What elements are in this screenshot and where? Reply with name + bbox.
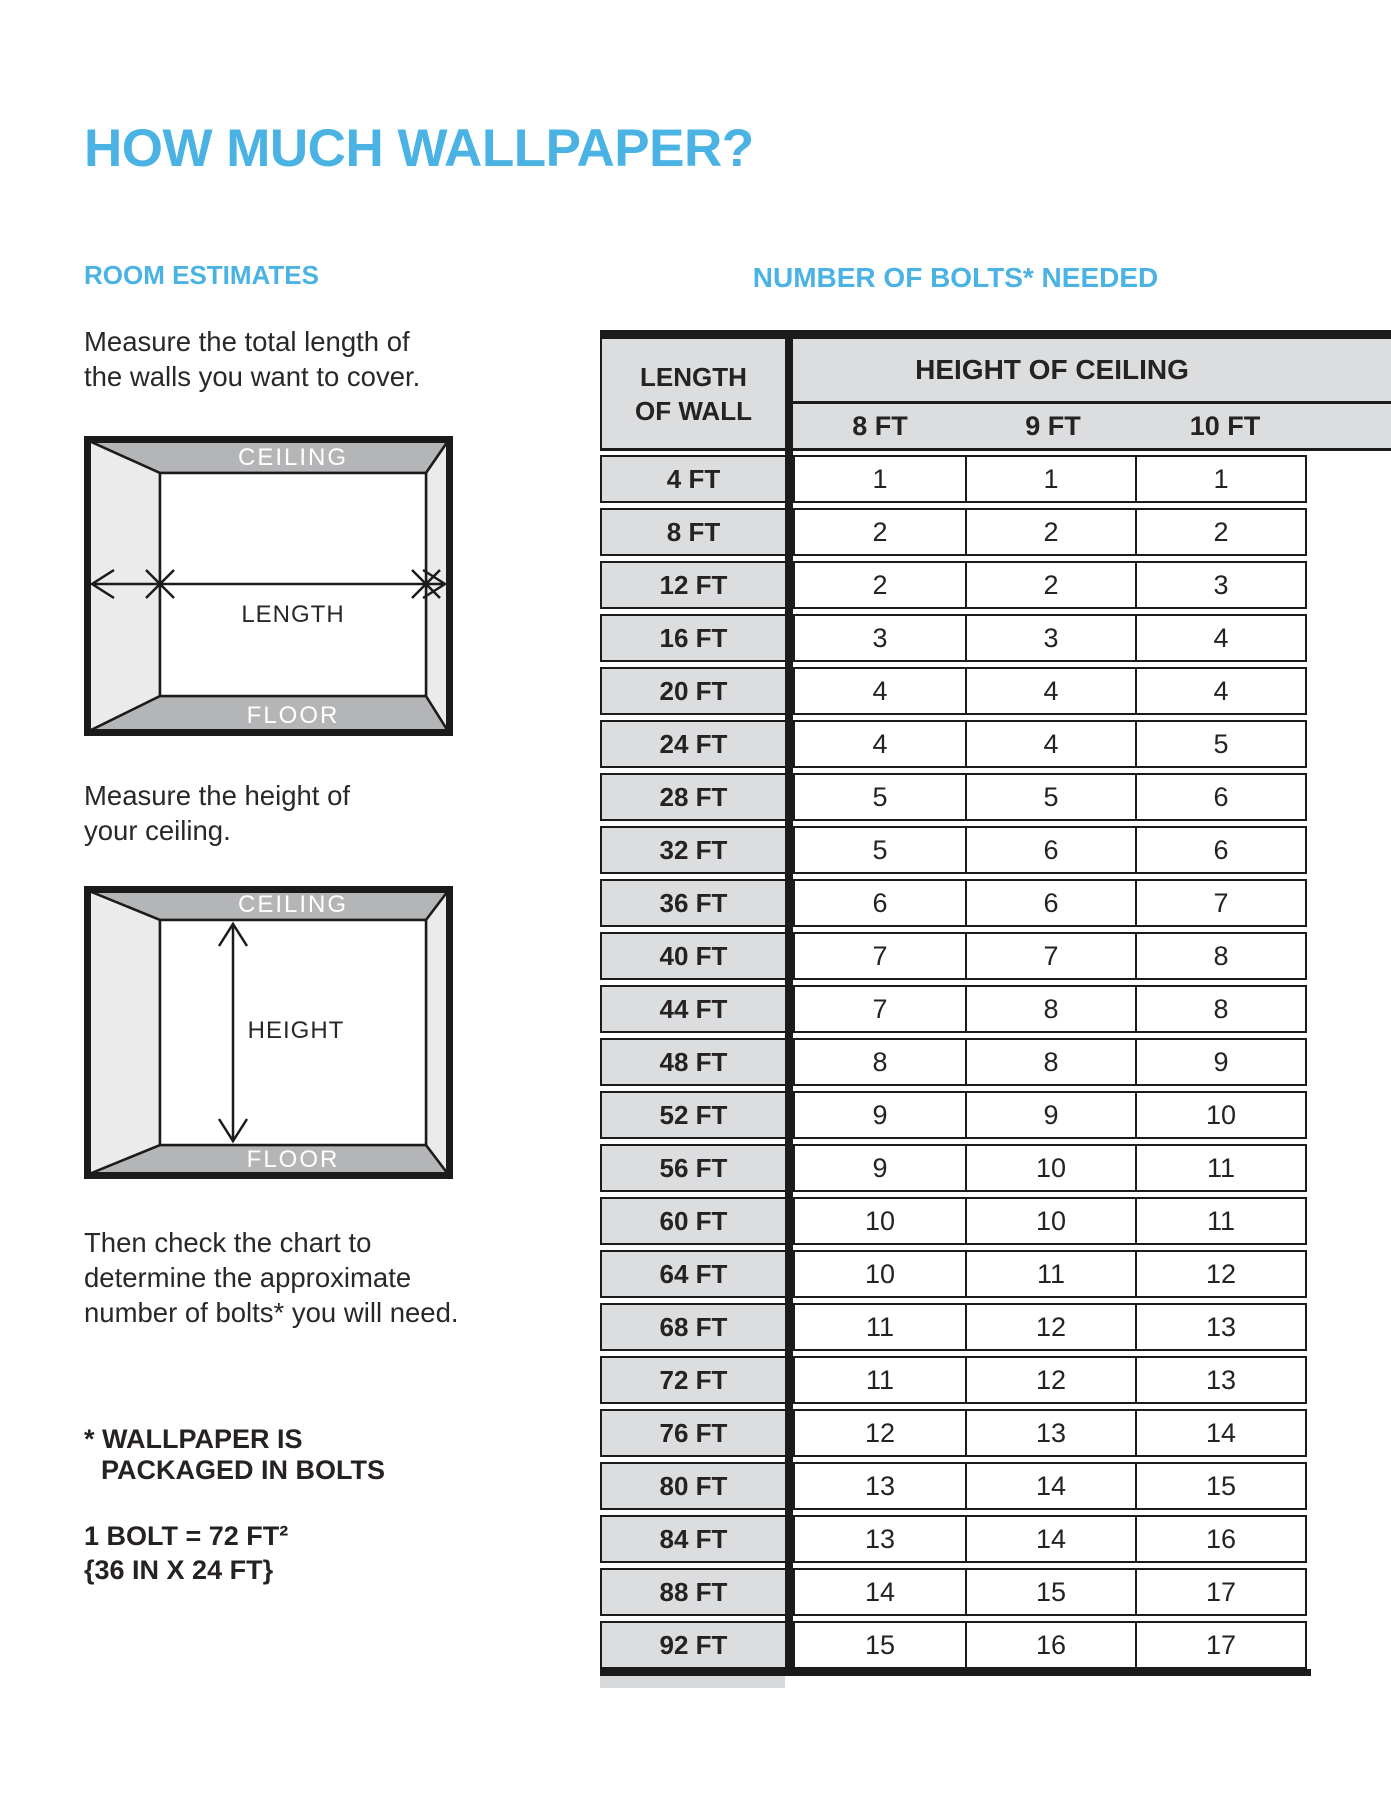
bolt-count-cell-8ft: 9 xyxy=(793,1144,967,1192)
group-header-height-of-ceiling xyxy=(793,339,1391,404)
divider-spacer xyxy=(785,1197,793,1245)
bolt-count-cell-9ft: 16 xyxy=(965,1621,1137,1669)
wall-length-cell: 32 FT xyxy=(600,826,785,874)
divider-spacer xyxy=(785,1144,793,1192)
header-line: OF WALL xyxy=(635,396,752,426)
bolt-count-cell-10ft: 4 xyxy=(1135,614,1307,662)
bolt-count-cell-9ft: 10 xyxy=(965,1197,1137,1245)
bolt-count-cell-9ft: 8 xyxy=(965,1038,1137,1086)
divider-spacer xyxy=(785,1038,793,1086)
table-row xyxy=(600,1091,1307,1139)
wall-length-cell: 24 FT xyxy=(600,720,785,768)
table-row xyxy=(600,1356,1307,1404)
bolt-equation xyxy=(84,1519,288,1587)
bolt-count-cell-9ft: 14 xyxy=(965,1515,1137,1563)
wall-length-cell: 8 FT xyxy=(600,508,785,556)
footnote-line: * WALLPAPER IS xyxy=(84,1424,303,1454)
bolt-count-cell-10ft: 6 xyxy=(1135,826,1307,874)
divider-spacer xyxy=(785,1356,793,1404)
bolt-count-cell-10ft: 5 xyxy=(1135,720,1307,768)
bolt-count-cell-9ft: 14 xyxy=(965,1462,1137,1510)
table-row xyxy=(600,561,1307,609)
table-row xyxy=(600,667,1307,715)
table-top-border xyxy=(600,330,1391,339)
floor-label: FLOOR xyxy=(246,702,340,729)
wall-length-cell: 4 FT xyxy=(600,455,785,503)
bolt-count-cell-10ft: 16 xyxy=(1135,1515,1307,1563)
bolt-count-cell-8ft: 13 xyxy=(793,1515,967,1563)
instruction-line: Measure the total length of xyxy=(84,326,410,357)
instruction-check-chart xyxy=(84,1225,459,1330)
equation-line: {36 IN X 24 FT} xyxy=(84,1555,274,1585)
equation-line: 1 BOLT = 72 FT² xyxy=(84,1521,289,1551)
divider-spacer xyxy=(785,1091,793,1139)
right-wall-panel xyxy=(426,891,448,1174)
instruction-measure-height xyxy=(84,778,350,848)
bolt-count-cell-8ft: 11 xyxy=(793,1303,967,1351)
section-heading-room-estimates: ROOM ESTIMATES xyxy=(84,260,319,290)
room-perspective-length-illustration xyxy=(84,436,453,736)
bolt-count-cell-8ft: 10 xyxy=(793,1250,967,1298)
table-row xyxy=(600,1515,1307,1563)
bolt-count-cell-9ft: 12 xyxy=(965,1303,1137,1351)
table-rows xyxy=(600,455,1307,1674)
table-row xyxy=(600,614,1307,662)
header-line: LENGTH xyxy=(640,362,747,392)
wall-length-cell: 64 FT xyxy=(600,1250,785,1298)
bolt-count-cell-9ft: 13 xyxy=(965,1409,1137,1457)
bolt-count-cell-8ft: 11 xyxy=(793,1356,967,1404)
bolt-count-cell-8ft: 4 xyxy=(793,667,967,715)
bolt-count-cell-10ft: 13 xyxy=(1135,1356,1307,1404)
bolt-count-cell-9ft: 12 xyxy=(965,1356,1137,1404)
bolt-count-cell-10ft: 10 xyxy=(1135,1091,1307,1139)
wall-length-cell: 36 FT xyxy=(600,879,785,927)
divider-spacer xyxy=(785,561,793,609)
table-row xyxy=(600,1568,1307,1616)
wall-length-cell: 12 FT xyxy=(600,561,785,609)
bolt-count-cell-9ft: 2 xyxy=(965,508,1137,556)
bolt-count-cell-10ft: 13 xyxy=(1135,1303,1307,1351)
wall-length-cell: 72 FT xyxy=(600,1356,785,1404)
room-diagram-height xyxy=(84,886,453,1184)
wall-length-cell: 60 FT xyxy=(600,1197,785,1245)
wall-length-cell: 16 FT xyxy=(600,614,785,662)
table-row xyxy=(600,508,1307,556)
divider-spacer xyxy=(785,1303,793,1351)
ceiling-label: CEILING xyxy=(237,444,349,471)
bolt-count-cell-8ft: 15 xyxy=(793,1621,967,1669)
bolt-count-cell-10ft: 9 xyxy=(1135,1038,1307,1086)
table-row xyxy=(600,1462,1307,1510)
bolt-count-cell-9ft: 4 xyxy=(965,720,1137,768)
bolt-count-cell-8ft: 4 xyxy=(793,720,967,768)
table-row xyxy=(600,1621,1307,1669)
table-bottom-border xyxy=(600,1669,1311,1676)
table-row xyxy=(600,1250,1307,1298)
group-header-text: HEIGHT OF CEILING xyxy=(915,354,1189,385)
instruction-line: Measure the height of xyxy=(84,780,351,811)
bolt-count-cell-8ft: 2 xyxy=(793,561,967,609)
bolt-count-cell-8ft: 13 xyxy=(793,1462,967,1510)
divider-spacer xyxy=(785,1409,793,1457)
wall-length-cell: 40 FT xyxy=(600,932,785,980)
footnote-line: PACKAGED IN BOLTS xyxy=(101,1455,386,1485)
bolt-count-cell-9ft: 9 xyxy=(965,1091,1137,1139)
divider-spacer xyxy=(785,1621,793,1669)
room-perspective-height-illustration xyxy=(84,886,453,1179)
col-header-8ft: 8 FT xyxy=(852,411,908,441)
table-row xyxy=(600,455,1307,503)
bolt-count-cell-10ft: 17 xyxy=(1135,1568,1307,1616)
bolt-count-cell-10ft: 8 xyxy=(1135,985,1307,1033)
wall-length-cell: 80 FT xyxy=(600,1462,785,1510)
instruction-line: number of bolts* you will need. xyxy=(84,1297,459,1328)
floor-label: FLOOR xyxy=(246,1146,340,1173)
bolt-count-cell-10ft: 8 xyxy=(1135,932,1307,980)
table-row xyxy=(600,879,1307,927)
bolt-count-cell-10ft: 3 xyxy=(1135,561,1307,609)
instruction-measure-length xyxy=(84,324,420,394)
wall-length-cell: 68 FT xyxy=(600,1303,785,1351)
table-row xyxy=(600,720,1307,768)
height-label: HEIGHT xyxy=(247,1017,345,1044)
bolt-count-cell-10ft: 2 xyxy=(1135,508,1307,556)
bolt-footnote xyxy=(84,1424,385,1486)
bolt-count-cell-9ft: 11 xyxy=(965,1250,1137,1298)
bolt-count-cell-10ft: 14 xyxy=(1135,1409,1307,1457)
bolt-count-cell-9ft: 5 xyxy=(965,773,1137,821)
bolt-count-cell-8ft: 7 xyxy=(793,985,967,1033)
table-row xyxy=(600,826,1307,874)
table-row xyxy=(600,1303,1307,1351)
room-diagram-length xyxy=(84,436,453,741)
bolt-count-cell-9ft: 8 xyxy=(965,985,1137,1033)
column-header-length-of-wall xyxy=(600,339,785,451)
section-heading-bolts-needed: NUMBER OF BOLTS* NEEDED xyxy=(752,262,1159,293)
bolt-count-cell-9ft: 2 xyxy=(965,561,1137,609)
wall-length-cell: 92 FT xyxy=(600,1621,785,1669)
divider-spacer xyxy=(785,826,793,874)
divider-spacer xyxy=(785,1515,793,1563)
wall-length-cell: 20 FT xyxy=(600,667,785,715)
table-row xyxy=(600,1409,1307,1457)
bolt-count-cell-10ft: 7 xyxy=(1135,879,1307,927)
wall-length-cell: 84 FT xyxy=(600,1515,785,1563)
wall-length-cell: 44 FT xyxy=(600,985,785,1033)
bolt-count-cell-9ft: 10 xyxy=(965,1144,1137,1192)
bolt-count-cell-9ft: 7 xyxy=(965,932,1137,980)
left-wall-panel xyxy=(89,891,160,1174)
divider-spacer xyxy=(785,508,793,556)
divider-spacer xyxy=(785,667,793,715)
bolt-count-cell-10ft: 1 xyxy=(1135,455,1307,503)
bolt-count-cell-8ft: 7 xyxy=(793,932,967,980)
bolt-count-cell-10ft: 6 xyxy=(1135,773,1307,821)
bolt-count-cell-9ft: 6 xyxy=(965,879,1137,927)
ceiling-height-subheaders xyxy=(793,404,1391,451)
wall-length-cell: 28 FT xyxy=(600,773,785,821)
bolt-count-cell-8ft: 8 xyxy=(793,1038,967,1086)
bolt-count-cell-8ft: 6 xyxy=(793,879,967,927)
col-header-9ft: 9 FT xyxy=(1025,411,1081,441)
divider-spacer xyxy=(785,879,793,927)
divider-spacer xyxy=(785,773,793,821)
instruction-line: Then check the chart to xyxy=(84,1227,372,1258)
bolts-table xyxy=(600,330,1391,1690)
table-row xyxy=(600,985,1307,1033)
bolt-count-cell-8ft: 5 xyxy=(793,826,967,874)
bolt-count-cell-9ft: 1 xyxy=(965,455,1137,503)
divider-spacer xyxy=(785,1462,793,1510)
page-title: HOW MUCH WALLPAPER? xyxy=(84,118,754,178)
wall-length-cell: 56 FT xyxy=(600,1144,785,1192)
col-header-10ft: 10 FT xyxy=(1189,411,1261,441)
wall-length-cell: 88 FT xyxy=(600,1568,785,1616)
instruction-line: the walls you want to cover. xyxy=(84,361,421,392)
divider-spacer xyxy=(785,985,793,1033)
divider-spacer xyxy=(785,614,793,662)
bolt-count-cell-9ft: 4 xyxy=(965,667,1137,715)
left-wall-panel xyxy=(89,441,160,731)
bolt-count-cell-8ft: 10 xyxy=(793,1197,967,1245)
bolt-count-cell-10ft: 12 xyxy=(1135,1250,1307,1298)
divider-spacer xyxy=(785,455,793,503)
instruction-line: determine the approximate xyxy=(84,1262,412,1293)
bolt-count-cell-8ft: 3 xyxy=(793,614,967,662)
bolt-count-cell-10ft: 11 xyxy=(1135,1197,1307,1245)
divider-spacer xyxy=(785,932,793,980)
wall-length-cell: 76 FT xyxy=(600,1409,785,1457)
bolt-count-cell-10ft: 15 xyxy=(1135,1462,1307,1510)
bolt-count-cell-8ft: 14 xyxy=(793,1568,967,1616)
bolt-count-cell-9ft: 15 xyxy=(965,1568,1137,1616)
ceiling-label: CEILING xyxy=(237,891,349,918)
bolt-count-cell-8ft: 9 xyxy=(793,1091,967,1139)
length-label: LENGTH xyxy=(241,601,345,628)
table-row xyxy=(600,932,1307,980)
divider-spacer xyxy=(785,1250,793,1298)
divider-spacer xyxy=(785,720,793,768)
bolt-count-cell-10ft: 11 xyxy=(1135,1144,1307,1192)
bolt-count-cell-10ft: 17 xyxy=(1135,1621,1307,1669)
bolt-count-cell-8ft: 12 xyxy=(793,1409,967,1457)
table-row xyxy=(600,1197,1307,1245)
bolt-count-cell-9ft: 3 xyxy=(965,614,1137,662)
bolt-count-cell-10ft: 4 xyxy=(1135,667,1307,715)
wall-length-cell: 48 FT xyxy=(600,1038,785,1086)
bolt-count-cell-8ft: 1 xyxy=(793,455,967,503)
divider-spacer xyxy=(785,1568,793,1616)
table-bottom-tab xyxy=(600,1676,785,1688)
table-row xyxy=(600,1144,1307,1192)
instruction-line: your ceiling. xyxy=(84,815,231,846)
bolt-count-cell-8ft: 2 xyxy=(793,508,967,556)
wall-length-cell: 52 FT xyxy=(600,1091,785,1139)
table-row xyxy=(600,773,1307,821)
bolt-count-cell-9ft: 6 xyxy=(965,826,1137,874)
bolt-count-cell-8ft: 5 xyxy=(793,773,967,821)
table-row xyxy=(600,1038,1307,1086)
